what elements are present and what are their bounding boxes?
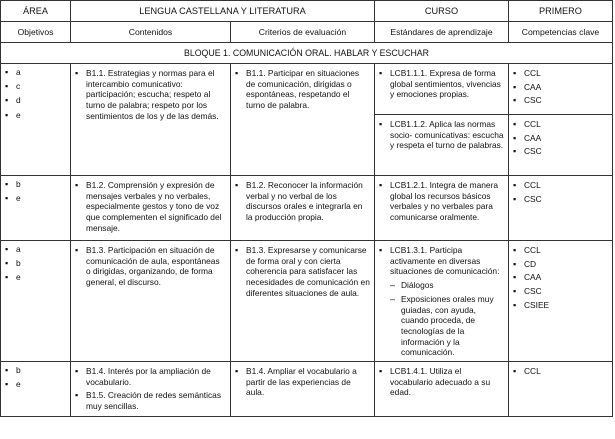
contenidos-item: ▪ B1.3. Participación en situación de comunicación de aula, espontáneas o dirigidas, organizando, de forma general, el discurso. bbox=[75, 245, 226, 288]
contenidos-cell bbox=[71, 362, 231, 417]
competencias-list bbox=[509, 241, 612, 311]
competencias-list bbox=[509, 115, 612, 157]
objetivos-item: ▪ e bbox=[5, 193, 70, 204]
competencias-cell bbox=[509, 64, 613, 176]
competencia-box bbox=[509, 362, 612, 377]
contenidos-list bbox=[71, 241, 230, 288]
criterio-item: ▪ B1.2. Reconocer la información verbal y no verbal de los discursos orales e integrarla en la producción propia. bbox=[235, 180, 370, 223]
objetivos-list bbox=[1, 241, 70, 283]
table-body bbox=[1, 64, 613, 417]
objetivos-item: ▪ d bbox=[5, 95, 70, 106]
competencia-box bbox=[509, 114, 612, 175]
estandares-cell bbox=[375, 241, 509, 362]
objetivos-item: ▪ c bbox=[5, 81, 70, 92]
criterio-list bbox=[231, 362, 374, 398]
criterio-item: ▪ B1.1. Participar en situaciones de comunicación, dirigidas o espontáneas, respetando el turno de palabra. bbox=[235, 68, 370, 111]
estandares-cell bbox=[375, 362, 509, 417]
estandar-list bbox=[375, 176, 508, 223]
competencias-item: ▪ CSC bbox=[513, 286, 608, 297]
curso-label: CURSO bbox=[375, 1, 509, 22]
objetivos-list bbox=[1, 176, 70, 204]
block-row bbox=[1, 43, 613, 64]
competencias-item: ▪ CAA bbox=[513, 272, 608, 283]
competencias-cell bbox=[509, 362, 613, 417]
block-title: BLOQUE 1. COMUNICACIÓN ORAL. HABLAR Y ESCUCHAR bbox=[1, 43, 613, 64]
competencias-item: ▪ CCL bbox=[513, 366, 608, 377]
estandar-box bbox=[375, 176, 508, 223]
contenidos-cell bbox=[71, 64, 231, 176]
competencias-item: ▪ CCL bbox=[513, 245, 608, 256]
estandar-box bbox=[375, 241, 508, 358]
estandar-text: LCB1.1.2. Aplica las normas socio- comunicativas: escucha y respeta el turno de palabras. bbox=[390, 119, 504, 151]
curso-value: PRIMERO bbox=[509, 1, 613, 22]
objetivos-item: ▪ e bbox=[5, 272, 70, 283]
subject-title: LENGUA CASTELLANA Y LITERATURA bbox=[71, 1, 375, 22]
contenidos-cell bbox=[71, 176, 231, 241]
criterio-cell bbox=[231, 64, 375, 176]
area-label: ÁREA bbox=[1, 1, 71, 22]
objetivos-item: ▪ b bbox=[5, 179, 70, 190]
objetivos-item: ▪ e bbox=[5, 379, 70, 390]
column-header-row bbox=[1, 22, 613, 43]
estandares-cell bbox=[375, 176, 509, 241]
criterio-cell bbox=[231, 241, 375, 362]
estandar-box bbox=[375, 64, 508, 114]
estandar-item bbox=[379, 119, 504, 151]
competencias-cell bbox=[509, 176, 613, 241]
contenidos-item: ▪ B1.5. Creación de redes semánticas muy sencillas. bbox=[75, 390, 226, 411]
objetivos-cell bbox=[1, 176, 71, 241]
estandar-list bbox=[375, 115, 508, 151]
estandar-text: LCB1.4.1. Utiliza el vocabulario adecuado a su edad. bbox=[390, 366, 491, 398]
header-row bbox=[1, 1, 613, 22]
competencias-list bbox=[509, 64, 612, 106]
col-contenidos: Contenidos bbox=[71, 22, 231, 43]
competencias-item: ▪ CSC bbox=[513, 146, 608, 157]
criterio-item: ▪ B1.3. Expresarse y comunicarse de forma oral y con cierta coherencia para satisfacer las necesidades de comunicación en diferentes situaciones de aula. bbox=[235, 245, 370, 299]
criterio-cell bbox=[231, 176, 375, 241]
competencias-item: ▪ CD bbox=[513, 259, 608, 270]
objetivos-item: ▪ b bbox=[5, 258, 70, 269]
competencia-box bbox=[509, 176, 612, 204]
competencias-item: ▪ CSC bbox=[513, 95, 608, 106]
competencias-item: ▪ CAA bbox=[513, 82, 608, 93]
estandar-item bbox=[379, 366, 504, 398]
estandar-sub-item: – Exposiciones orales muy guiadas, con ayuda, cuando proceda, de tecnologías de la información y la comunicación. bbox=[390, 294, 504, 358]
estandar-list bbox=[375, 362, 508, 398]
competencias-list bbox=[509, 362, 612, 377]
competencias-item: ▪ CCL bbox=[513, 119, 608, 130]
criterio-list bbox=[231, 176, 374, 223]
estandar-text: LCB1.1.1. Expresa de forma global sentimientos, vivencias y emociones propias. bbox=[390, 68, 501, 100]
table-row bbox=[1, 241, 613, 362]
col-criterios: Criterios de evaluación bbox=[231, 22, 375, 43]
contenidos-list bbox=[71, 362, 230, 412]
col-estandares: Estándares de aprendizaje bbox=[375, 22, 509, 43]
objetivos-item: ▪ e bbox=[5, 110, 70, 121]
contenidos-list bbox=[71, 176, 230, 234]
contenidos-item: ▪ B1.4. Interés por la ampliación de vocabulario. bbox=[75, 366, 226, 387]
estandar-text: LCB1.3.1. Participa activamente en diversas situaciones de comunicación: bbox=[390, 245, 500, 277]
objetivos-item: ▪ a bbox=[5, 67, 70, 78]
criterio-item: ▪ B1.4. Ampliar el vocabulario a partir de las experiencias de aula. bbox=[235, 366, 370, 398]
contenidos-cell bbox=[71, 241, 231, 362]
competencias-item: ▪ CSC bbox=[513, 194, 608, 205]
competencia-box bbox=[509, 241, 612, 311]
col-objetivos: Objetivos bbox=[1, 22, 71, 43]
competencias-item: ▪ CCL bbox=[513, 180, 608, 191]
contenidos-list bbox=[71, 64, 230, 122]
competencia-box bbox=[509, 64, 612, 114]
competencias-cell bbox=[509, 241, 613, 362]
estandar-box bbox=[375, 114, 508, 175]
criterio-list bbox=[231, 241, 374, 299]
competencias-item: ▪ CSIEE bbox=[513, 300, 608, 311]
table-row bbox=[1, 362, 613, 417]
objetivos-list bbox=[1, 64, 70, 120]
estandar-box bbox=[375, 362, 508, 398]
objetivos-cell bbox=[1, 241, 71, 362]
criterio-cell bbox=[231, 362, 375, 417]
estandar-list bbox=[375, 64, 508, 100]
objetivos-cell bbox=[1, 64, 71, 176]
estandar-sub-item: – Diálogos bbox=[390, 280, 504, 291]
estandar-list bbox=[375, 241, 508, 358]
contenidos-item: ▪ B1.2. Comprensión y expresión de mensajes verbales y no verbales, especialmente gestos y tono de voz que complementen el significado del mensaje. bbox=[75, 180, 226, 234]
estandar-item bbox=[379, 180, 504, 223]
contenidos-item: ▪ B1.1. Estrategias y normas para el intercambio comunicativo: participación; escucha; respeto al turno de palabra; respeto por los sentimientos de los y de las demás. bbox=[75, 68, 226, 122]
table-row bbox=[1, 176, 613, 241]
objetivos-list bbox=[1, 362, 70, 390]
estandar-sub-list bbox=[390, 280, 504, 358]
estandares-cell bbox=[375, 64, 509, 176]
col-competencias: Competencias clave bbox=[509, 22, 613, 43]
competencias-item: ▪ CCL bbox=[513, 68, 608, 79]
competencias-item: ▪ CAA bbox=[513, 133, 608, 144]
competencias-list bbox=[509, 176, 612, 204]
objetivos-cell bbox=[1, 362, 71, 417]
objetivos-item: ▪ b bbox=[5, 365, 70, 376]
estandar-text: LCB1.2.1. Integra de manera global los recursos básicos verbales y no verbales para comunicarse oralmente. bbox=[390, 180, 499, 223]
criterio-list bbox=[231, 64, 374, 111]
estandar-item bbox=[379, 68, 504, 100]
table-row bbox=[1, 64, 613, 176]
objetivos-item: ▪ a bbox=[5, 244, 70, 255]
estandar-item bbox=[379, 245, 504, 358]
